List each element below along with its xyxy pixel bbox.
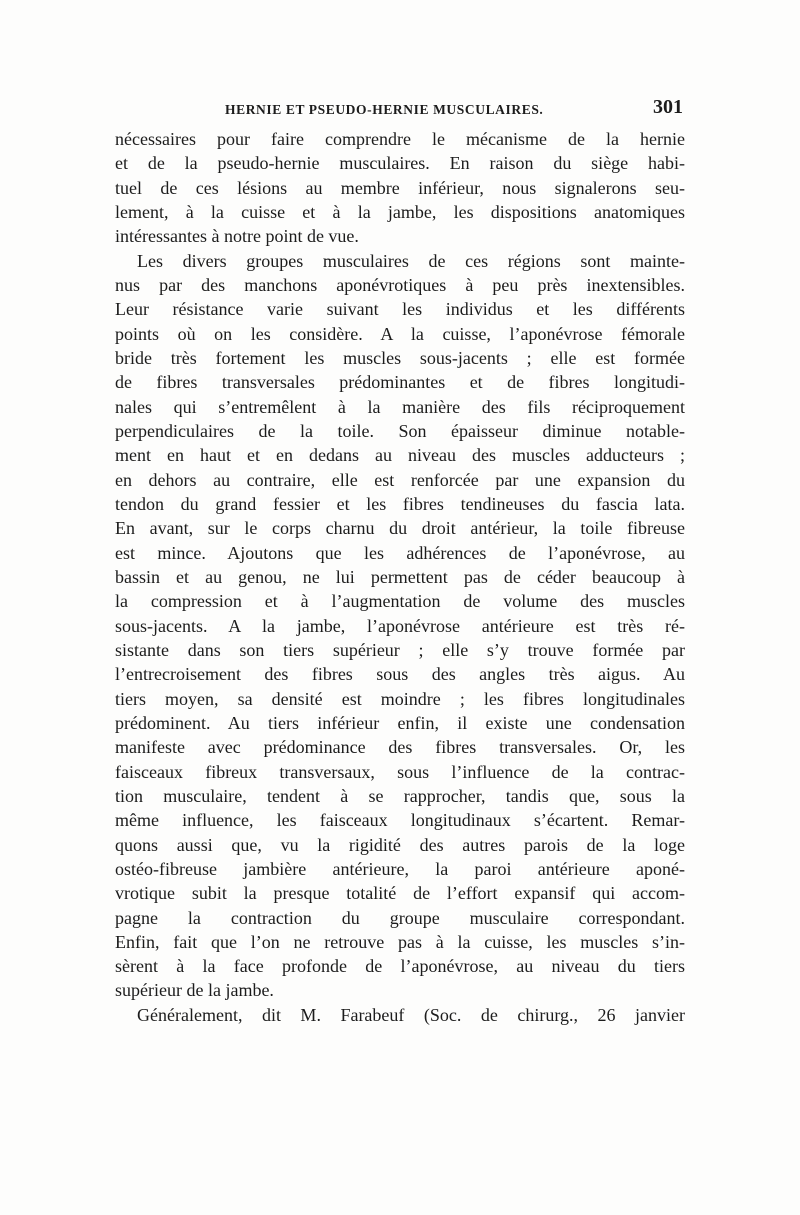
text-line: Enfin, fait que l’on ne retrouve pas à la cuisse, les muscles s’in- bbox=[115, 931, 685, 952]
text-line: perpendiculaires de la toile. Son épaisseur diminue notable- bbox=[115, 420, 685, 441]
text-line: l’entrecroisement des fibres sous des angles très aigus. Au bbox=[115, 664, 685, 685]
text-line: faisceaux fibreux transversaux, sous l’influence de la contrac- bbox=[115, 761, 685, 782]
text-line: nus par des manchons aponévrotiques à peu près inextensibles. bbox=[115, 274, 685, 295]
body-text bbox=[115, 127, 685, 1027]
text-line: supérieur de la jambe. bbox=[115, 980, 274, 1001]
text-line: tion musculaire, tendent à se rapprocher, tandis que, sous la bbox=[115, 785, 685, 806]
text-line: manifeste avec prédominance des fibres transversales. Or, les bbox=[115, 737, 685, 758]
text-line: lement, à la cuisse et à la jambe, les dispositions anatomiques bbox=[115, 201, 685, 222]
page-header bbox=[115, 96, 685, 124]
text-line: en dehors au contraire, elle est renforcée par une expansion du bbox=[115, 469, 685, 490]
text-line: En avant, sur le corps charnu du droit antérieur, la toile fibreuse bbox=[115, 518, 685, 539]
text-line: sous-jacents. A la jambe, l’aponévrose antérieure est très ré- bbox=[115, 615, 685, 636]
text-line: de fibres transversales prédominantes et de fibres longitudi- bbox=[115, 372, 685, 393]
text-line: intéressantes à notre point de vue. bbox=[115, 226, 359, 247]
text-line: vrotique subit la presque totalité de l’effort expansif qui accom- bbox=[115, 883, 685, 904]
text-line: la compression et à l’augmentation de volume des muscles bbox=[115, 591, 685, 612]
text-line: prédominent. Au tiers inférieur enfin, il existe une condensation bbox=[115, 712, 685, 733]
text-line: nales qui s’entremêlent à la manière des fils réciproquement bbox=[115, 396, 685, 417]
text-line: ostéo-fibreuse jambière antérieure, la paroi antérieure aponé- bbox=[115, 858, 685, 879]
running-head: HERNIE ET PSEUDO-HERNIE MUSCULAIRES. bbox=[225, 102, 544, 117]
text-line: tiers moyen, sa densité est moindre ; les fibres longitudinales bbox=[115, 688, 685, 709]
text-line: points où on les considère. A la cuisse, l’aponévrose fémorale bbox=[115, 323, 685, 344]
text-line: ment en haut et en dedans au niveau des muscles adducteurs ; bbox=[115, 445, 685, 466]
text-line: Les divers groupes musculaires de ces régions sont mainte- bbox=[137, 250, 685, 271]
text-line: nécessaires pour faire comprendre le mécanisme de la hernie bbox=[115, 129, 685, 149]
text-line: même influence, les faisceaux longitudinaux s’écartent. Remar- bbox=[115, 810, 685, 831]
text-line: quons aussi que, vu la rigidité des autres parois de la loge bbox=[115, 834, 685, 855]
text-line: Généralement, dit M. Farabeuf (Soc. de chirurg., 26 janvier bbox=[137, 1004, 685, 1025]
text-line: bassin et au genou, ne lui permettent pas de céder beaucoup à bbox=[115, 566, 685, 587]
text-line: tuel de ces lésions au membre inférieur, nous signalerons seu- bbox=[115, 177, 685, 198]
text-line: est mince. Ajoutons que les adhérences de l’aponévrose, au bbox=[115, 542, 685, 563]
page-number: 301 bbox=[653, 96, 683, 118]
text-line: sistante dans son tiers supérieur ; elle s’y trouve formée par bbox=[115, 639, 685, 660]
text-line: et de la pseudo-hernie musculaires. En raison du siège habi- bbox=[115, 153, 685, 174]
text-line: Leur résistance varie suivant les individus et les différents bbox=[115, 299, 685, 320]
text-line: bride très fortement les muscles sous-jacents ; elle est formée bbox=[115, 347, 685, 368]
text-line: sèrent à la face profonde de l’aponévrose, au niveau du tiers bbox=[115, 956, 685, 977]
text-line: tendon du grand fessier et les fibres tendineuses du fascia lata. bbox=[115, 493, 685, 514]
text-line: pagne la contraction du groupe musculaire correspondant. bbox=[115, 907, 685, 928]
